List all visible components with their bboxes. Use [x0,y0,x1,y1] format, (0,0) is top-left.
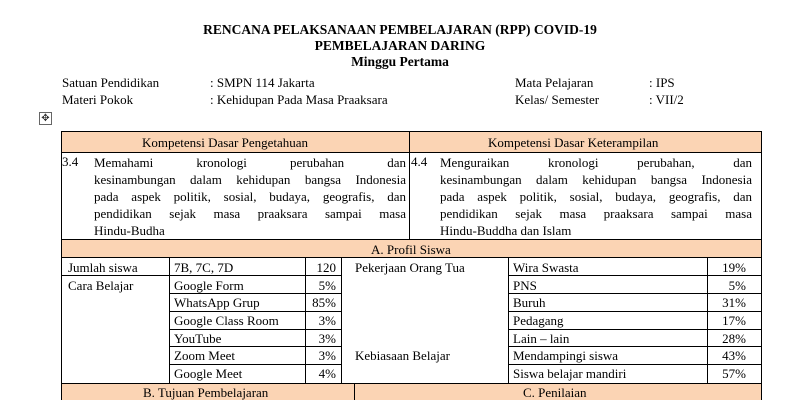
kd-skill-line: kesinambungan dalam kehidupan bangsa Indonesia [440,172,752,187]
meta-class-label: Kelas/ Semester [515,92,600,107]
meta-subject-value: : IPS [649,75,675,90]
learning-method-name: Google Meet [174,366,243,381]
kd-skill-line: Menguraikan kronologi perubahan, dan [440,155,752,170]
parent-job-value: 31% [722,295,746,310]
kd-knowledge-line: pada aspek politik, sosial, budaya, geografis, dan [94,189,406,204]
meta-class-value: : VII/2 [649,92,684,107]
meta-school-label: Satuan Pendidikan [62,75,160,90]
kd-knowledge-line: Memahami kronologi perubahan dan [94,155,406,170]
meta-topic-value: : Kehidupan Pada Masa Praaksara [210,92,388,107]
parent-job-value: 17% [722,313,746,328]
parent-job-name: Buruh [513,295,546,310]
student-count-label: Jumlah siswa [68,260,138,275]
learning-method-name: YouTube [174,331,222,346]
study-habit-name: Siswa belajar mandiri [513,366,627,381]
kd-knowledge-line: pendidikan sejak masa praaksara sampai masa [94,206,406,221]
learning-method-name: Zoom Meet [174,348,236,363]
meta-topic-label: Materi Pokok [62,92,134,107]
learning-method-name: WhatsApp Grup [174,295,260,310]
kd-knowledge-number: 3.4 [62,154,79,169]
parent-job-label: Pekerjaan Orang Tua [355,260,465,275]
kd-skill-line: pada aspek politik, sosial, budaya, geografis, dan [440,189,752,204]
learning-method-name: Google Class Room [174,313,279,328]
kd-knowledge-header: Kompetensi Dasar Pengetahuan [142,135,309,150]
learning-method-label: Cara Belajar [68,278,134,293]
kd-knowledge-line: Hindu-Budha [94,223,165,238]
document-title: RENCANA PELAKSANAAN PEMBELAJARAN (RPP) COVID-19 [203,22,597,37]
kd-knowledge-line: kesinambungan dalam kehidupan bangsa Indonesia [94,172,406,187]
kd-skill-line: Hindu-Buddha dan Islam [440,223,572,238]
parent-job-name: Pedagang [513,313,564,328]
learning-method-value: 4% [318,366,336,381]
study-habit-label: Kebiasaan Belajar [355,348,450,363]
parent-job-name: Lain – lain [513,331,570,346]
objectives-heading: B. Tujuan Pembelajaran [143,385,269,400]
learning-method-value: 3% [318,313,336,328]
kd-skill-header: Kompetensi Dasar Keterampilan [488,135,659,150]
learning-method-name: Google Form [174,278,244,293]
class-list: 7B, 7C, 7D [174,260,234,275]
kd-skill-line: pendidikan sejak masa praaksara sampai masa [440,206,752,221]
study-habit-value: 43% [722,348,746,363]
meta-subject-label: Mata Pelajaran [515,75,594,90]
meta-school-value: : SMPN 114 Jakarta [210,75,315,90]
table-move-handle-icon[interactable]: ✥ [39,112,52,125]
document-subtitle: PEMBELAJARAN DARING [314,38,486,53]
parent-job-value: 28% [722,331,746,346]
learning-method-value: 3% [318,331,336,346]
kd-skill-number: 4.4 [411,154,428,169]
parent-job-name: PNS [513,278,537,293]
profile-heading: A. Profil Siswa [371,242,451,257]
learning-method-value: 5% [318,278,336,293]
parent-job-name: Wira Swasta [513,260,579,275]
assessment-heading: C. Penilaian [523,385,587,400]
learning-method-value: 3% [318,348,336,363]
study-habit-name: Mendampingi siswa [513,348,619,363]
parent-job-value: 19% [722,260,746,275]
parent-job-value: 5% [728,278,746,293]
document-week: Minggu Pertama [351,54,449,69]
student-count-value: 120 [316,260,336,275]
study-habit-value: 57% [722,366,746,381]
learning-method-value: 85% [312,295,336,310]
